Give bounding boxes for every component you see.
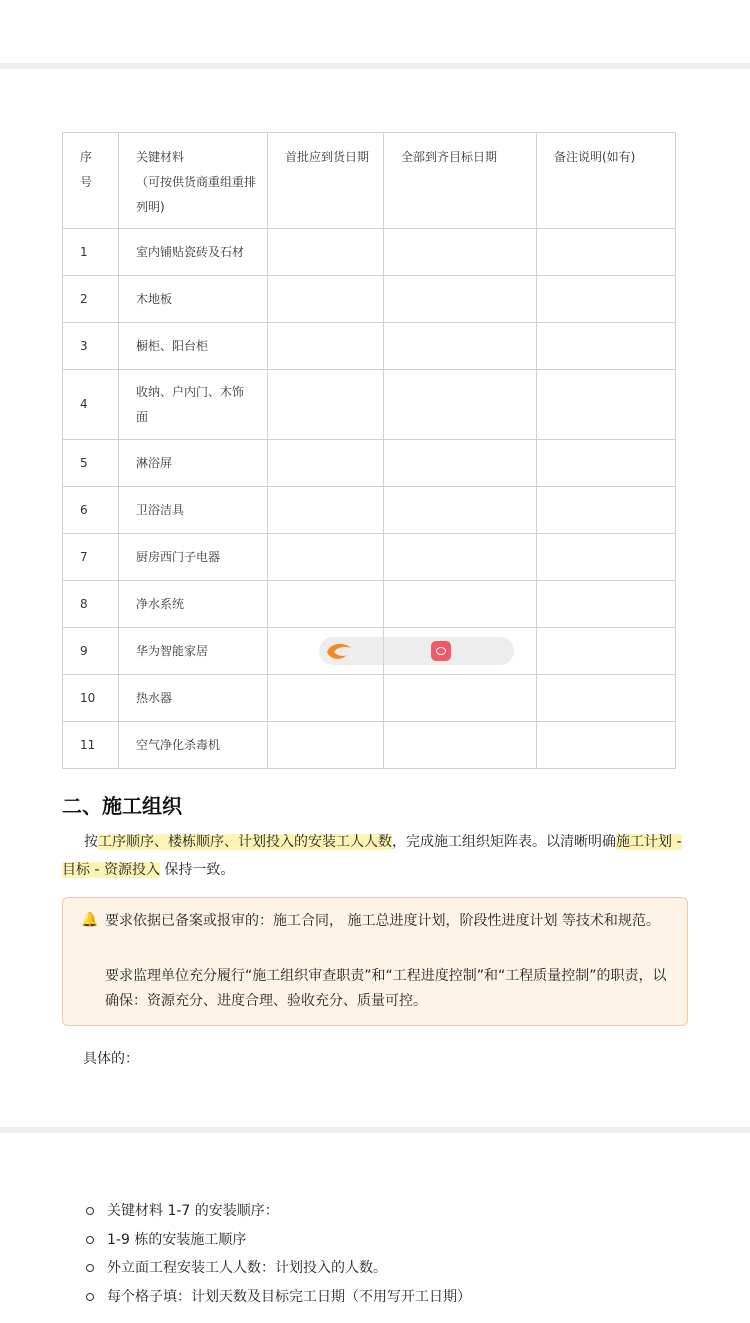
header-all-arrival: 全部到齐目标日期 [384,133,537,229]
highlight-text: 施工计划 - 目标 - 资源投入 [62,834,682,878]
callout-line-2: 要求监理单位充分履行“施工组织审查职责”和“工程进度控制”和“工程质量控制”的职责，以确保：资源充分、进度合理、验收充分、质量可控。 [105,968,667,1009]
cell-first-arrival[interactable] [268,534,384,581]
table-row [63,229,676,276]
cell-first-arrival[interactable] [268,229,384,276]
cell-all-arrival[interactable] [384,722,537,769]
cell-all-arrival[interactable] [384,534,537,581]
cell-first-arrival[interactable] [268,276,384,323]
list-item: 1-9 栋的安装施工顺序 [86,1226,471,1255]
cell-first-arrival[interactable] [268,487,384,534]
table-header-row [63,133,676,229]
row-material: 卫浴洁具 [119,487,268,534]
row-no: 11 [63,722,119,769]
header-first-arrival: 首批应到货日期 [268,133,384,229]
cell-first-arrival[interactable] [268,722,384,769]
header-remarks: 备注说明(如有) [537,133,676,229]
row-material: 橱柜、阳台柜 [119,323,268,370]
cell-all-arrival[interactable] [384,229,537,276]
callout-line-1: 要求依据已备案或报审的：施工合同， 施工总进度计划，阶段性进度计划 等技术和规范。 [105,913,660,929]
cell-remarks[interactable] [537,276,676,323]
row-no: 3 [63,323,119,370]
cell-all-arrival[interactable] [384,487,537,534]
row-no: 4 [63,370,119,440]
header-material: 关键材料 （可按供货商重组重排列明) [119,133,268,229]
cell-first-arrival[interactable] [268,440,384,487]
requirement-callout [62,897,688,1026]
table-row [63,440,676,487]
cell-remarks[interactable] [537,581,676,628]
cell-all-arrival[interactable] [384,675,537,722]
row-material: 收纳、户内门、木饰面 [119,370,268,440]
eye-logo-icon [431,641,451,661]
row-material: 华为智能家居 [119,628,268,675]
row-no: 8 [63,581,119,628]
watermark [319,637,514,665]
cell-remarks[interactable] [537,534,676,581]
table-row [63,581,676,628]
bullet-list [86,1197,471,1311]
table-row [63,323,676,370]
row-material: 净水系统 [119,581,268,628]
section-title: 二、施工组织 [62,794,182,818]
middle-divider [0,1127,750,1133]
table-row [63,675,676,722]
cell-all-arrival[interactable] [384,370,537,440]
cell-remarks[interactable] [537,675,676,722]
bird-logo-icon [325,640,353,662]
highlight-text: 工序顺序、楼栋顺序、计划投入的安装工人人数 [98,834,392,850]
cell-all-arrival[interactable] [384,323,537,370]
row-material: 室内铺贴瓷砖及石材 [119,229,268,276]
header-no: 序号 [63,133,119,229]
table-row [63,722,676,769]
cell-remarks[interactable] [537,487,676,534]
cell-first-arrival[interactable] [268,581,384,628]
row-no: 1 [63,229,119,276]
table-row [63,487,676,534]
cell-remarks[interactable] [537,628,676,675]
row-material: 空气净化杀毒机 [119,722,268,769]
cell-remarks[interactable] [537,323,676,370]
cell-remarks[interactable] [537,440,676,487]
cell-all-arrival[interactable] [384,276,537,323]
row-no: 2 [63,276,119,323]
row-material: 热水器 [119,675,268,722]
cell-first-arrival[interactable] [268,323,384,370]
cell-first-arrival[interactable] [268,675,384,722]
materials-table [62,132,676,769]
cell-first-arrival[interactable] [268,370,384,440]
cell-remarks[interactable] [537,722,676,769]
cell-all-arrival[interactable] [384,440,537,487]
row-material: 木地板 [119,276,268,323]
bell-icon: 🔔 [81,912,99,928]
row-no: 9 [63,628,119,675]
row-material: 厨房西门子电器 [119,534,268,581]
section-paragraph: 按工序顺序、楼栋顺序、计划投入的安装工人人数，完成施工组织矩阵表。以清晰明确施工计划 - 目标 - 资源投入 保持一致。 [62,834,682,878]
row-no: 7 [63,534,119,581]
cell-remarks[interactable] [537,229,676,276]
top-divider [0,63,750,69]
row-no: 5 [63,440,119,487]
list-item: 关键材料 1-7 的安装顺序： [86,1197,471,1226]
row-material: 淋浴屏 [119,440,268,487]
row-no: 6 [63,487,119,534]
table-row [63,534,676,581]
specific-label: 具体的： [83,1051,139,1067]
list-item: 外立面工程安装工人人数：计划投入的人数。 [86,1254,471,1283]
table-row [63,276,676,323]
table-row [63,370,676,440]
list-item: 每个格子填：计划天数及目标完工日期（不用写开工日期） [86,1283,471,1312]
row-no: 10 [63,675,119,722]
cell-all-arrival[interactable] [384,581,537,628]
cell-remarks[interactable] [537,370,676,440]
